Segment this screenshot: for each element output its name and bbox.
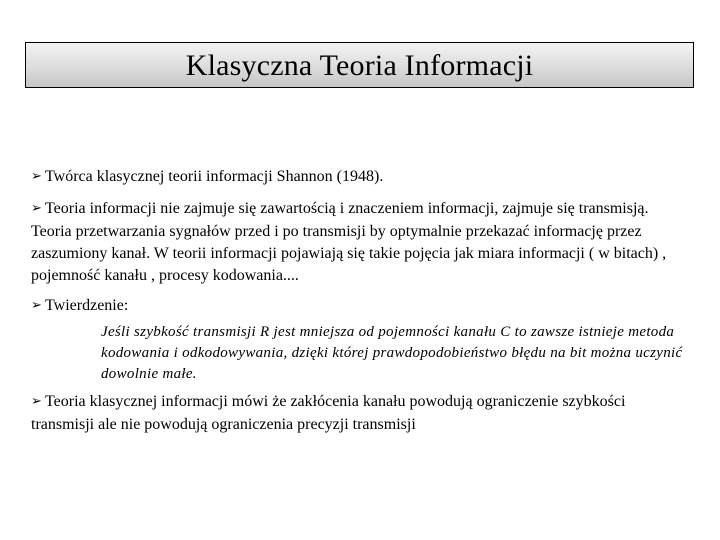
- arrowhead-bullet-icon: ➢: [31, 201, 42, 216]
- arrowhead-bullet-icon: ➢: [31, 394, 42, 409]
- theorem-statement: Jeśli szybkość transmisji R jest mniejsza od pojemności kanału C to zawsze istnieje metoda kodowania i odkodowywania, dzięki której prawdopodobieństwo błędu na bit można uczynić dowolnie małe.: [101, 324, 683, 382]
- paragraph-text: Teoria klasycznej informacji mówi że zakłócenia kanału powodują ograniczenie szybkości transmisji ale nie powodują ograniczenia precyzji transmisji: [31, 393, 626, 433]
- bullet-paragraph-conclusion: [31, 391, 691, 436]
- paragraph-text: Twierdzenie:: [45, 297, 129, 314]
- title-banner: [25, 42, 694, 88]
- slide-title: Klasyczna Teoria Informacji: [185, 49, 534, 82]
- arrowhead-bullet-icon: ➢: [31, 298, 42, 313]
- bullet-paragraph-creator: [31, 166, 691, 189]
- paragraph-text: Teoria informacji nie zajmuje się zawartością i znaczeniem informacji, zajmuje się transmisją. Teoria przetwarzania sygnałów przed i po transmisji by optymalnie przekazać informację przez zaszumiony kanał. W teorii informacji pojawiają się takie pojęcia jak miara informacji ( w bitach) , pojemność kanału , procesy kodowania....: [31, 200, 667, 284]
- arrowhead-bullet-icon: ➢: [31, 169, 42, 184]
- slide-content: [31, 166, 691, 444]
- bullet-paragraph-description: [31, 198, 691, 287]
- bullet-paragraph-theorem-label: [31, 295, 691, 318]
- paragraph-text: Twórca klasycznej teorii informacji Shannon (1948).: [45, 168, 384, 185]
